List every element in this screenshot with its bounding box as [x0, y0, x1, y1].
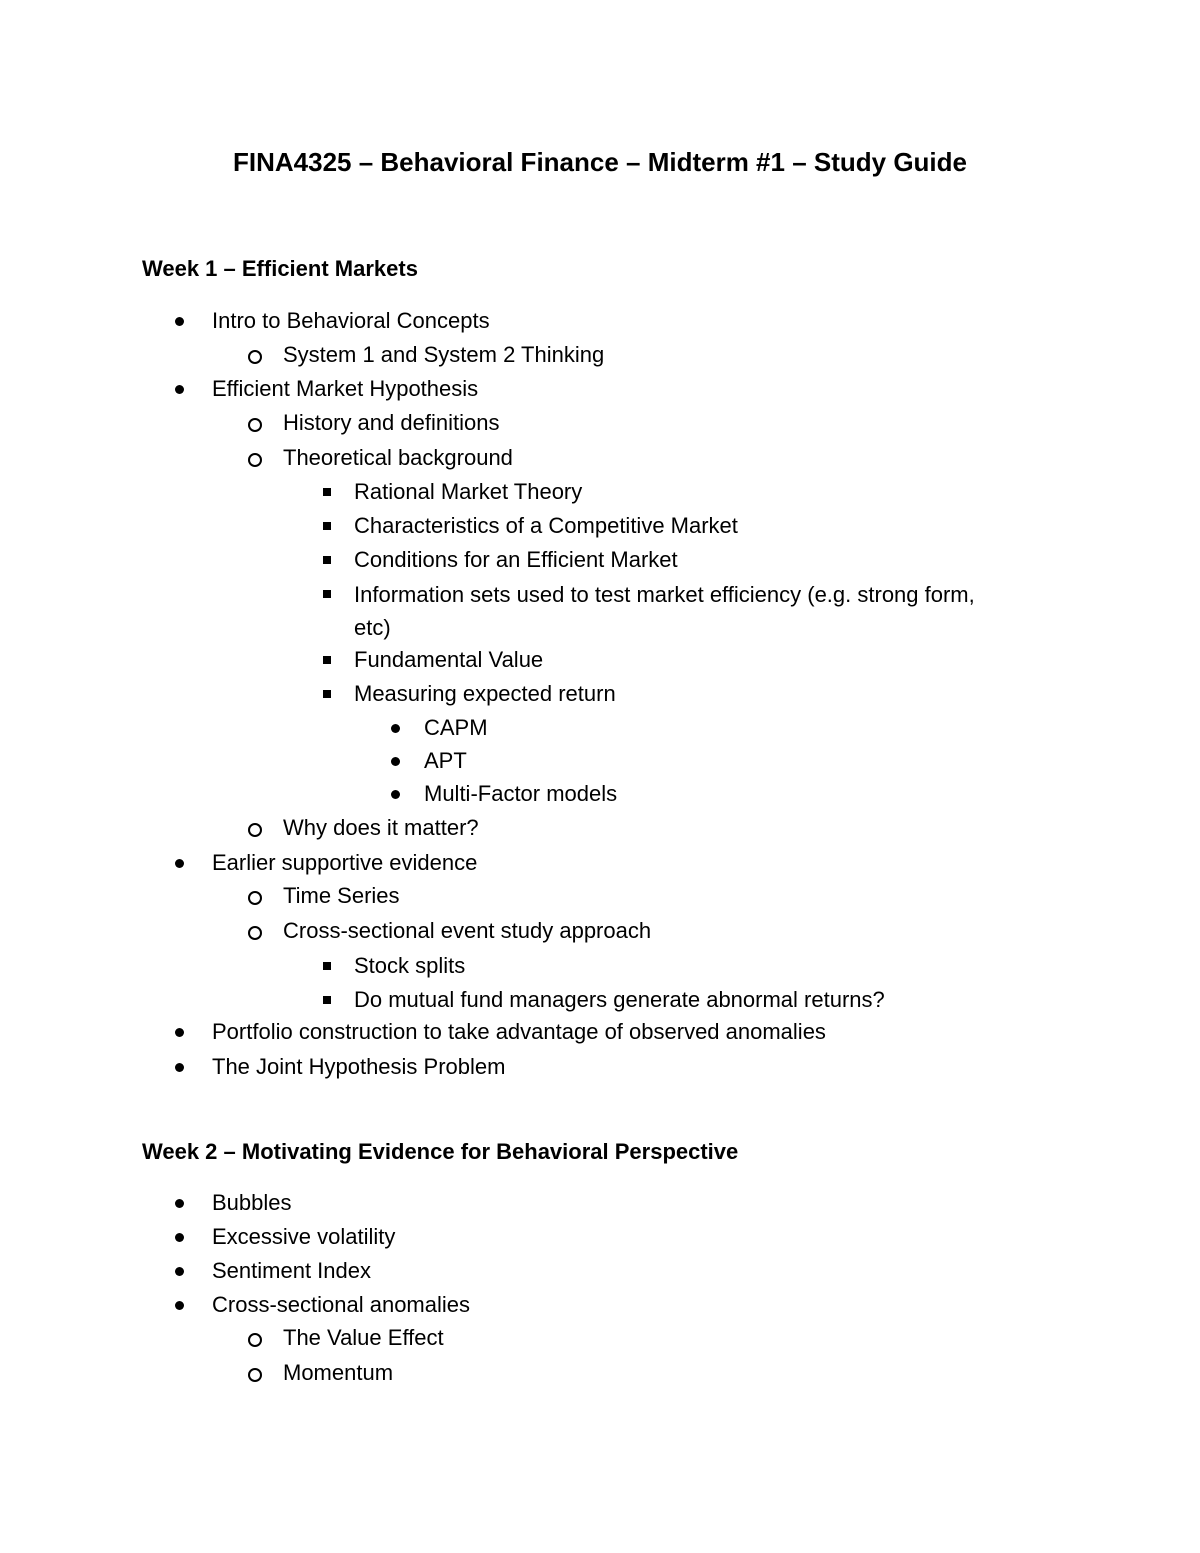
- week1-heading: Week 1 – Efficient Markets: [142, 256, 418, 281]
- page-title: FINA4325 – Behavioral Finance – Midterm #1 – Study Guide: [232, 147, 968, 177]
- week2-heading: Week 2 – Motivating Evidence for Behavioral Perspective: [142, 1139, 739, 1164]
- document-page: FINA4325 – Behavioral Finance – Midterm #1 – Study Guide Week 1 – Efficient Markets Intro to Behavioral Concepts System 1 and System 2 Thinking Efficient Market Hypothesis History and definitions Theoretical background Rational Market Theory Characteristics of a Competitive Market Conditions for an Efficient Market Information sets used to test market efficiency (e.g. strong form, etc) Fundamental Value Measuring expected return CAPM APT Multi-Factor models Why does it matter? Earlier supportive evidence Time Series Cross-sectional event study approach Stock splits Do mutual fund managers generate abnormal returns? Portfolio construction to take advantage of observed anomalies The Joint Hypothesis Problem Week 2 – Motivating Evidence for Behavioral Perspective Bubbles Excessive volatility Sentiment Index Cross-sectional anomalies The Value Effect Momentum: [0, 0, 1200, 1553]
